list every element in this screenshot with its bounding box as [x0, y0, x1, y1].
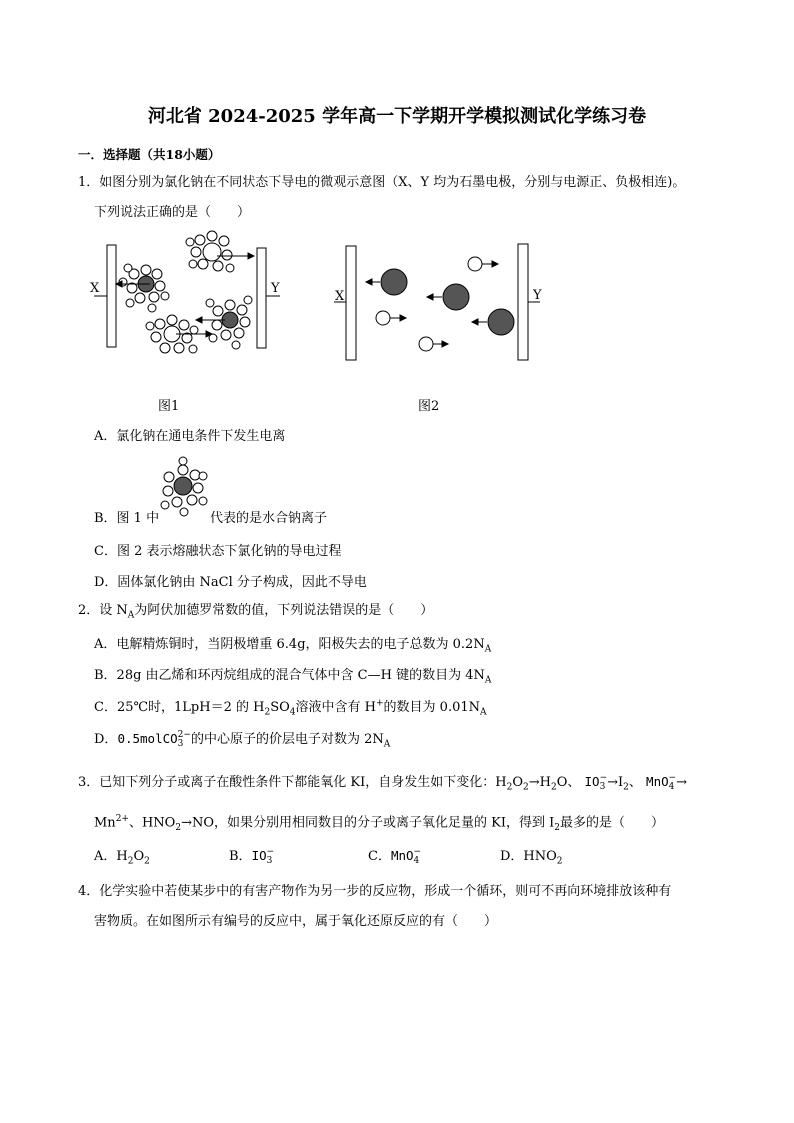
q3-option-b: [229, 845, 274, 866]
q4-stem-line2: 害物质。在如图所示有编号的反应中，属于氧化还原反应的有（ ）: [94, 914, 498, 929]
q2-option-c-text: C．25℃时，1LpH＝2 的 H: [94, 700, 265, 715]
q3-text: →I: [607, 775, 624, 790]
iodate-subscript: 3: [599, 781, 606, 792]
q3-text: →H: [528, 775, 551, 790]
q3-sub: 2: [556, 856, 563, 867]
electrode-y-plate: [257, 248, 266, 348]
q3-option-a-text: A．H: [94, 849, 128, 864]
q3-text: 3．已知下列分子或离子在酸性条件下都能氧化 KI，自身发生如下变化：H: [78, 775, 507, 790]
permanganate-formula: MnO: [390, 848, 414, 863]
carbonate-subscript: 3: [177, 738, 184, 749]
iodate-formula: IO: [251, 848, 267, 863]
q3-option-a: [94, 845, 150, 867]
anion-dot: [376, 311, 390, 325]
q2-option-d-sub: A: [383, 739, 391, 750]
q3-text: →: [676, 775, 688, 790]
q3-sup: 2+: [115, 814, 129, 824]
q2-option-c-text: SO: [270, 700, 290, 715]
q1-option-a: A．氯化钠在通电条件下发生电离: [94, 429, 286, 444]
q1-option-c: C．图 2 表示熔融状态下氯化钠的导电过程: [94, 544, 342, 559]
q2-option-c-text: 溶液中含有 H: [295, 700, 376, 715]
section-heading: 一．选择题（共18小题）: [78, 147, 221, 162]
q3-stem-line1: [78, 773, 687, 797]
q3-text: 最多的是（ ）: [560, 815, 665, 831]
q2-option-b: [94, 664, 491, 686]
q3-sub: 2: [550, 782, 557, 793]
q2-option-b-text: B．28g 由乙烯和环丙烷组成的混合气体中含 C—H 键的数目为 4N: [94, 668, 485, 683]
q2-option-c-sub: A: [480, 707, 487, 718]
anion-dot: [468, 257, 482, 271]
iodate-charge: −: [266, 846, 275, 857]
q3-option-a-text: O: [133, 849, 145, 864]
q1-stem-line2: 下列说法正确的是（ ）: [94, 205, 251, 220]
q3-sub: 2: [523, 782, 529, 793]
hydrated-ion-cluster: [186, 231, 234, 272]
q2-option-c-sup: +: [376, 698, 384, 709]
electrode-x-plate: [346, 246, 356, 360]
q2-option-a: [94, 633, 491, 655]
hydrated-sodium-ion-icon: [157, 456, 209, 518]
q2-stem-text: 2．设 N: [78, 603, 128, 618]
q1-stem-line1: 1．如图分别为氯化钠在不同状态下导电的微观示意图（X、Y 均为石墨电极，分别与电源正、负极相连)。: [78, 175, 686, 190]
figure-1-label: 图1: [158, 399, 180, 414]
electrode-x-plate: [107, 245, 116, 347]
hydrated-ion-cluster: [119, 264, 169, 312]
q3-text: 、HNO: [128, 815, 176, 831]
q2-option-d-label: D．: [94, 732, 118, 747]
q3-option-d: [500, 845, 563, 867]
q1-option-d: D．固体氯化钠由 NaCl 分子构成，因此不导电: [94, 575, 367, 590]
q3-text: Mn: [94, 815, 116, 831]
cation-dot: [381, 269, 407, 295]
hydrated-ion-cluster: [206, 296, 252, 349]
q2-option-c-sub: 2: [264, 707, 271, 718]
q1-figure-2: [330, 240, 550, 365]
q4-stem-line1: 4．化学实验中若使某步中的有害产物作为另一步的反应物，形成一个循环，则可不再向环境排放该种有: [78, 884, 672, 899]
q3-sub: 2: [127, 856, 134, 867]
q2-option-a-sub: A: [484, 644, 492, 655]
electrode-y-label: Y: [271, 281, 280, 296]
q3-text: →NO，如果分别用相同数目的分子或离子氧化足量的 KI，得到 I: [181, 815, 555, 831]
q1-option-b-prefix: B．图 1 中: [94, 511, 160, 526]
permanganate-charge: −: [668, 772, 677, 783]
q3-sub: 2: [144, 856, 150, 867]
q3-option-d-text: D．HNO: [500, 849, 557, 864]
figure-2-label: 图2: [418, 399, 440, 414]
q3-option-b-label: B．: [229, 849, 252, 864]
cation-dot: [443, 284, 469, 310]
iodate-subscript: 3: [266, 855, 273, 866]
q3-sub: 2: [623, 782, 629, 793]
q1-option-b-suffix: 代表的是水合钠离子: [210, 511, 328, 526]
q3-stem-line2: [94, 810, 664, 837]
q1-figure-1: [90, 228, 290, 358]
q3-text: O、: [556, 775, 581, 790]
q2-option-b-sub: A: [484, 675, 492, 686]
q2-option-d-text: 的中心原子的价层电子对数为 2N: [190, 732, 384, 747]
electrode-x-label: X: [90, 281, 100, 296]
anion-dot: [419, 337, 433, 351]
q3-sub: 2: [506, 782, 513, 793]
carbonate-formula: 0.5molCO: [117, 731, 178, 746]
q2-stem-text-2: 为阿伏加德罗常数的值，下列说法错误的是（ ）: [134, 603, 434, 618]
cation-dot: [488, 309, 514, 335]
q2-stem-subscript: A: [127, 610, 135, 621]
q2-stem: [78, 602, 433, 625]
carbonate-charge: 2−: [177, 729, 191, 740]
q3-sub: 2: [175, 822, 182, 833]
permanganate-subscript: 4: [413, 855, 420, 866]
q3-option-c: [368, 845, 421, 866]
electrode-y-plate: [518, 244, 528, 360]
q2-option-d: [94, 728, 390, 750]
permanganate-subscript: 4: [668, 781, 675, 792]
q3-text: 、: [628, 775, 642, 790]
permanganate-charge: −: [413, 846, 422, 857]
iodate-formula: IO: [584, 774, 600, 789]
q2-option-a-text: A．电解精炼铜时，当阴极增重 6.4g，阳极失去的电子总数为 0.2N: [94, 637, 485, 652]
q2-option-c-sub: 4: [289, 707, 296, 718]
electrode-x-label: X: [335, 289, 345, 304]
page-title: 河北省 2024-2025 学年高一下学期开学模拟测试化学练习卷: [147, 106, 647, 127]
q3-text: O: [512, 775, 523, 790]
q3-sub: 2: [554, 822, 560, 833]
q2-option-c: [94, 696, 487, 718]
electrode-y-label: Y: [533, 288, 542, 303]
q3-option-c-label: C．: [368, 849, 391, 864]
q2-option-c-text: 的数目为 0.01N: [383, 700, 480, 715]
permanganate-formula: MnO: [646, 774, 669, 789]
iodate-charge: −: [599, 772, 608, 783]
